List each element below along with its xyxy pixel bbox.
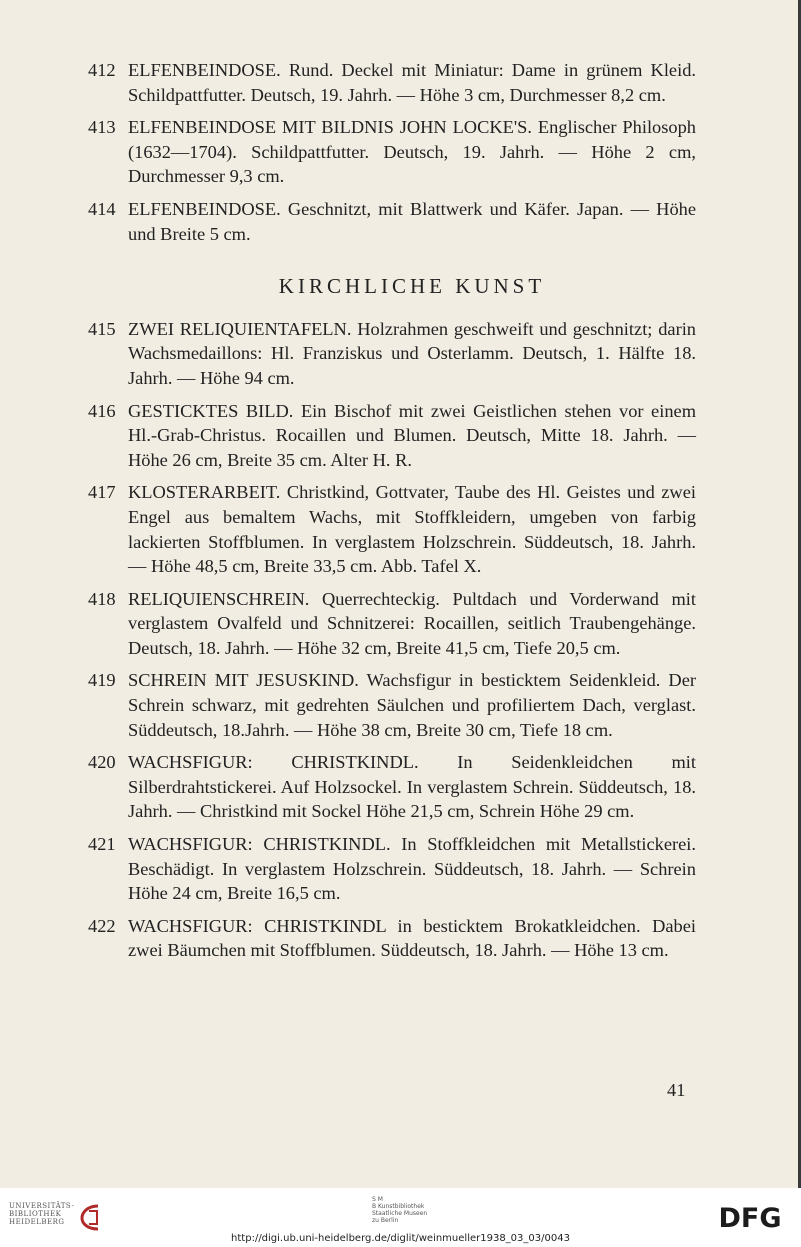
entry-number: 419: [88, 670, 116, 691]
dfg-label: DFG: [718, 1203, 782, 1231]
catalog-entry: [88, 750, 696, 824]
entry-number: 420: [88, 752, 116, 773]
entry-text: WACHSFIGUR: CHRISTKINDL in besticktem Brokatkleidchen. Dabei zwei Bäumchen mit Stoffblumen. Süddeutsch, 18. Jahrh. — Höhe 13 cm.: [128, 915, 696, 961]
library-name-line: UNIVERSITÄTS-: [9, 1202, 75, 1210]
catalog-entry: [88, 480, 696, 578]
entry-text: SCHREIN MIT JESUSKIND. Wachsfigur in besticktem Seidenkleid. Der Schrein schwarz, mit gedrehten Säulchen und profiliertem Dach, verglast. Süddeutsch, 18.Jahrh. — Höhe 38 cm, Breite 30 cm, Tiefe 18 cm.: [128, 670, 696, 740]
entry-number: 416: [88, 400, 116, 421]
entry-number: 421: [88, 834, 116, 855]
catalog-entry: [88, 197, 696, 246]
entry-number: 415: [88, 318, 116, 339]
permalink-url[interactable]: http://digi.ub.uni-heidelberg.de/diglit/weinmueller1938_03_03/0043: [231, 1233, 570, 1244]
entry-text: ZWEI RELIQUIENTAFELN. Holzrahmen geschweift und geschnitzt; darin Wachsmedaillons: Hl. Franziskus und Osterlamm. Deutsch, 1. Hälfte 18. Jahrh. — Höhe 94 cm.: [128, 318, 696, 388]
entries-list-after: [88, 317, 696, 963]
entry-text: ELFENBEINDOSE. Geschnitzt, mit Blattwerk und Käfer. Japan. — Höhe und Breite 5 cm.: [128, 198, 696, 244]
section-heading: KIRCHLICHE KUNST: [278, 274, 546, 299]
entry-number: 422: [88, 915, 116, 936]
library-name: [9, 1202, 74, 1226]
dfg-logo[interactable]: [710, 1203, 790, 1231]
catalog-entry: [88, 668, 696, 742]
catalog-entry: [88, 58, 696, 107]
catalog-entry: [88, 115, 696, 189]
entry-number: 413: [88, 117, 116, 138]
library-name-line: BIBLIOTHEK: [9, 1210, 62, 1218]
viewer-footer: [0, 1188, 801, 1247]
entry-text: ELFENBEINDOSE. Rund. Deckel mit Miniatur: Dame in grünem Kleid. Schildpattfutter. Deutsch, 19. Jahrh. — Höhe 3 cm, Durchmesser 8,2 cm.: [128, 60, 696, 105]
catalog-text: [88, 58, 696, 971]
entry-text: WACHSFIGUR: CHRISTKINDL. In Seidenkleidchen mit Silberdrahtstickerei. Auf Holzsockel. In verglastem Schrein. Süddeutsch, 18. Jahrh. — Christkind mit Sockel Höhe 21,5 cm, Schrein Höhe 29 cm.: [128, 752, 696, 822]
entries-list-before: [88, 58, 696, 246]
kunstbibliothek-line: zu Berlin: [372, 1217, 399, 1224]
catalog-entry: [88, 587, 696, 661]
catalog-entry: [88, 832, 696, 906]
catalog-entry: [88, 317, 696, 391]
entry-text: GESTICKTES BILD. Ein Bischof mit zwei Geistlichen stehen vor einem Hl.-Grab-Christus. Rocaillen und Blumen. Deutsch, Mitte 18. Jahrh. — Höhe 26 cm, Breite 35 cm. Alter H. R.: [128, 400, 696, 470]
kunstbibliothek-line: B Kunstbibliothek: [372, 1203, 425, 1210]
catalog-entry: [88, 914, 696, 963]
entry-number: 414: [88, 198, 116, 219]
entry-text: RELIQUIENSCHREIN. Querrechteckig. Pultdach und Vorderwand mit verglastem Ovalfeld und Schnitzerei: Rocaillen, seitlich Traubengehänge. Deutsch, 18. Jahrh. — Höhe 32 cm, Breite 41,5 cm, Tiefe 20,5 cm.: [128, 588, 696, 658]
kunstbibliothek-logo: [372, 1196, 427, 1224]
catalog-entry: [88, 399, 696, 473]
library-emblem-icon: [78, 1202, 104, 1232]
library-name-line: HEIDELBERG: [9, 1218, 65, 1226]
entry-number: 417: [88, 482, 116, 503]
entry-text: WACHSFIGUR: CHRISTKINDL. In Stoffkleidchen mit Metallstickerei. Beschädigt. In verglastem Holzschrein. Süddeutsch, 18. Jahrh. — Schrein Höhe 24 cm, Breite 16,5 cm.: [128, 834, 696, 904]
kunstbibliothek-line: Staatliche Museen: [372, 1210, 428, 1217]
kunstbibliothek-line: S M: [372, 1196, 383, 1203]
heidelberg-library-logo[interactable]: [9, 1202, 104, 1232]
entry-number: 418: [88, 588, 116, 609]
entry-text: KLOSTERARBEIT. Christkind, Gottvater, Taube des Hl. Geistes und zwei Engel aus bemaltem Wachs, mit Stoffkleidern, umgeben von farbig lackierten Stoffblumen. In verglastem Holzschrein. Süddeutsch, 18. Jahrh. — Höhe 48,5 cm, Breite 33,5 cm. Abb. Tafel X.: [128, 482, 696, 577]
entry-text: ELFENBEINDOSE MIT BILDNIS JOHN LOCKE'S. Englischer Philosoph (1632—1704). Schildpattfutter. Deutsch, 19. Jahrh. — Höhe 2 cm, Durchmesser 9,3 cm.: [128, 117, 696, 187]
page-number: 41: [667, 1080, 686, 1100]
entry-number: 412: [88, 60, 116, 80]
